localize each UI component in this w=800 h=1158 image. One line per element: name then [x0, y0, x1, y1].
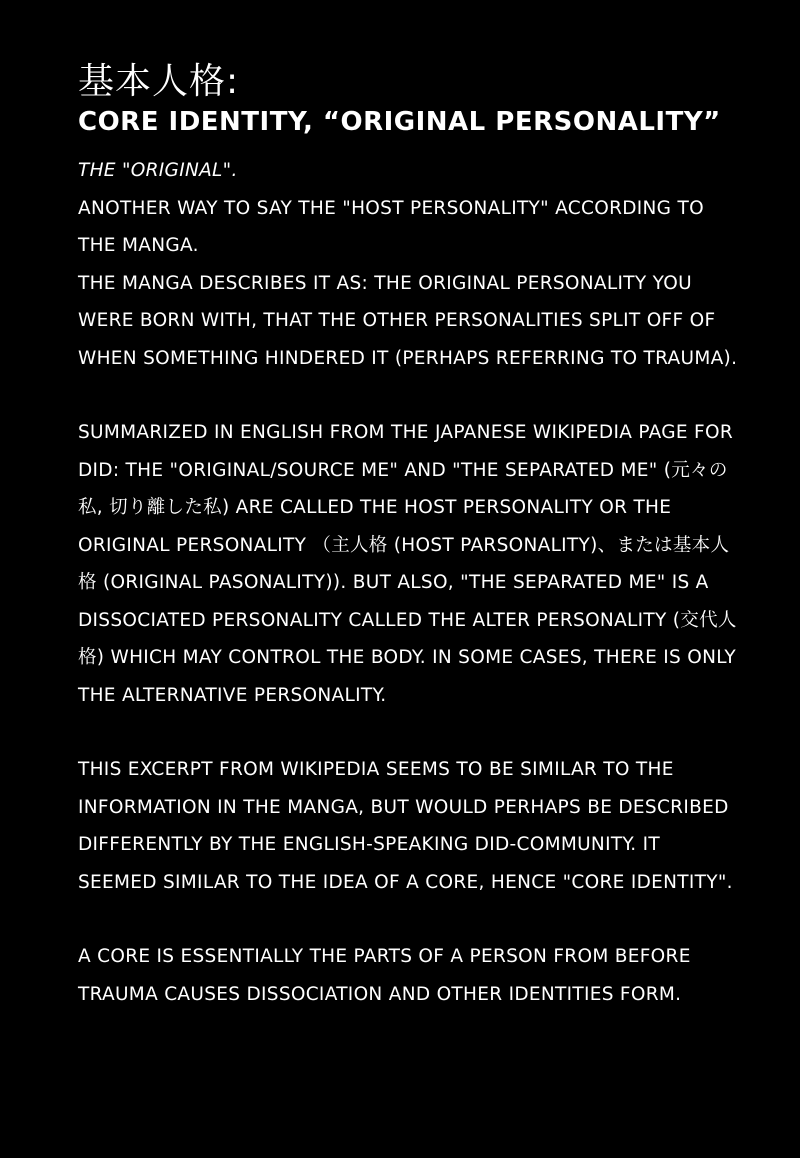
document-page — [78, 62, 738, 1050]
paragraph-line: THIS EXCERPT FROM WIKIPEDIA SEEMS TO BE SIMILAR TO THE INFORMATION IN THE MANGA, BUT WOULD PERHAPS BE DESCRIBED DIFFERENTLY BY THE ENGLISH-SPEAKING DID-COMMUNITY. IT SEEMED SIMILAR TO THE IDEA OF A CORE, HENCE "CORE IDENTITY". — [78, 759, 733, 893]
paragraph-line: ANOTHER WAY TO SAY THE "HOST PERSONALITY" ACCORDING TO THE MANGA. — [78, 197, 704, 256]
paragraph-comparison — [78, 751, 738, 901]
paragraph-line: THE MANGA DESCRIBES IT AS: THE ORIGINAL PERSONALITY YOU WERE BORN WITH, THAT THE OTHER PERSONALITIES SPLIT OFF OF WHEN SOMETHING HINDERED IT (PERHAPS REFERRING TO TRAUMA). — [78, 272, 738, 369]
heading-japanese: 基本人格: — [78, 61, 240, 102]
document-body — [78, 152, 738, 1013]
paragraph-line: SUMMARIZED IN ENGLISH FROM THE JAPANESE WIKIPEDIA PAGE FOR DID: THE "ORIGINAL/SOURCE ME" AND "THE SEPARATED ME" (元々の私, 切り離した私) ARE CALLED THE HOST PERSONALITY OR THE ORIGINAL PERSONALITY （主人格 (HOST PARSONALITY)、または基本人格 (ORIGINAL PASONALITY)). BUT ALSO, "THE SEPARATED ME" IS A DISSOCIATED PERSONALITY CALLED THE ALTER PERSONALITY (交代人格) WHICH MAY CONTROL THE BODY. IN SOME CASES, THERE IS ONLY THE ALTERNATIVE PERSONALITY. — [78, 422, 737, 706]
heading-english: CORE IDENTITY, “ORIGINAL PERSONALITY” — [78, 107, 721, 137]
paragraph-line: A CORE IS ESSENTIALLY THE PARTS OF A PERSON FROM BEFORE TRAUMA CAUSES DISSOCIATION AND OTHER IDENTITIES FORM. — [78, 946, 691, 1005]
paragraph-core-definition — [78, 938, 738, 1013]
paragraph-definition — [78, 152, 738, 377]
paragraph-wikipedia-summary — [78, 414, 738, 714]
paragraph-line: THE "ORIGINAL". — [78, 160, 238, 181]
